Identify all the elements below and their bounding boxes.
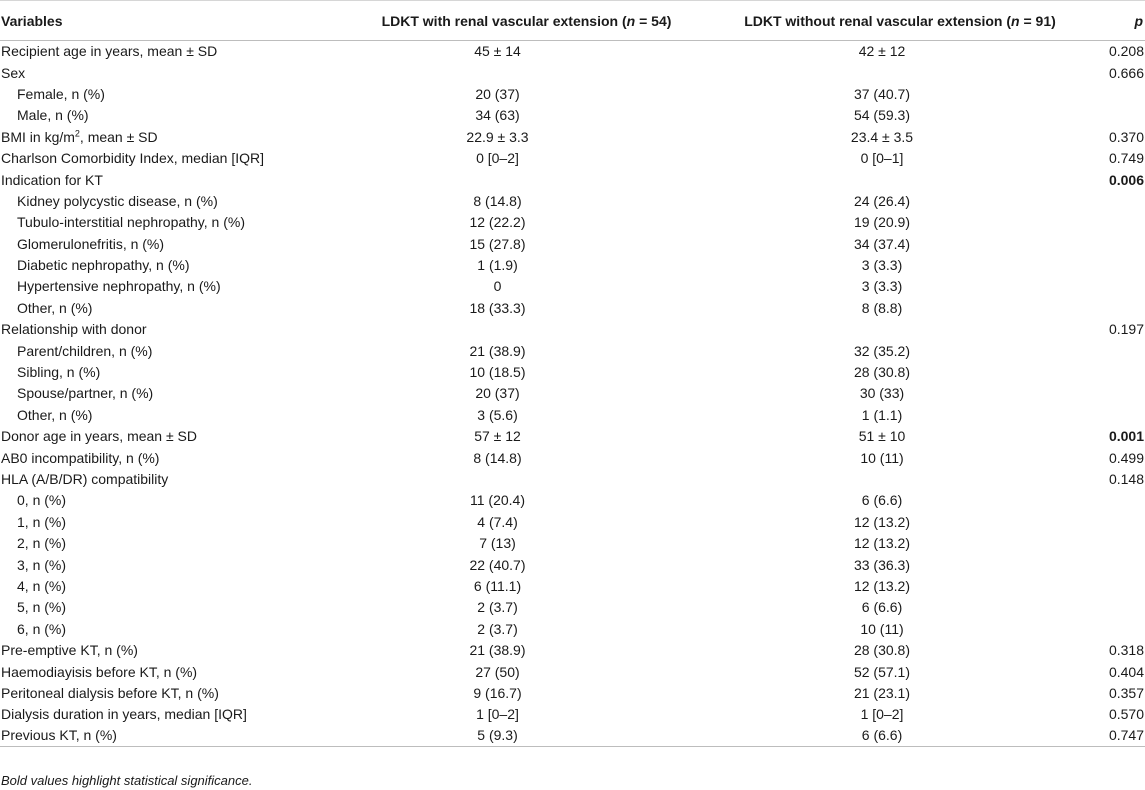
table-row <box>0 597 1145 618</box>
p-value: 0.370 <box>1108 128 1144 145</box>
value-without-extension <box>679 319 1085 340</box>
table-row <box>0 147 1145 168</box>
header-row <box>0 1 1145 41</box>
row-variable-label: Glomerulonefritis, n (%) <box>17 235 165 252</box>
header-with-extension <box>316 1 679 41</box>
value-without-extension: 42 ± 12 <box>858 43 906 60</box>
header-with-extension-suffix: = 54) <box>635 12 672 29</box>
p-value: 0.318 <box>1108 642 1144 659</box>
row-variable-label: 6, n (%) <box>17 620 67 637</box>
table-row <box>0 233 1145 254</box>
value-without-extension: 28 (30.8) <box>853 364 911 381</box>
value-with-extension: 0 [0–2] <box>476 150 519 167</box>
value-with-extension: 57 ± 12 <box>474 428 521 445</box>
value-without-extension: 1 (1.1) <box>861 406 903 423</box>
table-body <box>0 41 1145 747</box>
header-without-extension-n: n <box>1011 12 1020 29</box>
row-variable-label: Donor age in years, mean ± SD <box>1 428 197 445</box>
value-with-extension: 5 (9.3) <box>316 725 679 746</box>
value-with-extension: 21 (38.9) <box>469 642 526 659</box>
row-variable-label: Female, n (%) <box>17 85 105 102</box>
p-value <box>1085 404 1145 425</box>
table-row <box>0 532 1145 553</box>
table-row <box>0 682 1145 703</box>
table-row <box>0 126 1145 147</box>
value-with-extension: 18 (33.3) <box>469 299 526 316</box>
row-variable-label: Other, n (%) <box>17 406 93 423</box>
row-variable-label: HLA (A/B/DR) compatibility <box>1 471 169 487</box>
value-with-extension: 0 <box>493 278 502 295</box>
row-variable-label: Haemodiayisis before KT, n (%) <box>1 663 198 680</box>
row-variable-label: Spouse/partner, n (%) <box>17 385 154 402</box>
label-superscript: 2 <box>74 128 80 139</box>
table-row <box>0 276 1145 297</box>
value-with-extension: 9 (16.7) <box>473 684 522 701</box>
label-text: BMI in kg/m <box>1 128 75 145</box>
table-row <box>0 340 1145 361</box>
row-variable-label: Peritoneal dialysis before KT, n (%) <box>1 684 219 701</box>
value-without-extension: 6 (6.6) <box>679 725 1085 746</box>
row-variable-label: Pre-emptive KT, n (%) <box>1 642 138 659</box>
row-variable-label: 0, n (%) <box>17 492 67 509</box>
p-value <box>1085 532 1145 553</box>
value-with-extension: 45 ± 14 <box>474 43 521 60</box>
value-without-extension: 6 (6.6) <box>861 492 903 509</box>
table-row <box>0 62 1145 83</box>
p-value: 0.006 <box>1108 171 1144 188</box>
header-p-value: p <box>1085 1 1145 41</box>
value-without-extension <box>679 62 1085 83</box>
value-without-extension: 6 (6.6) <box>861 599 903 616</box>
table-row <box>0 639 1145 660</box>
value-with-extension: 12 (22.2) <box>469 214 526 231</box>
header-with-extension-n: n <box>626 12 636 29</box>
table-footnote: Bold values highlight statistical significance. <box>1 773 253 788</box>
value-without-extension: 32 (35.2) <box>853 342 911 359</box>
p-value: 0.749 <box>1108 150 1144 167</box>
p-value <box>1085 233 1145 254</box>
value-with-extension: 11 (20.4) <box>470 492 525 509</box>
value-without-extension: 54 (59.3) <box>853 107 911 124</box>
value-without-extension: 3 (3.3) <box>861 257 903 274</box>
row-variable-label: Tubulo-interstitial nephropathy, n (%) <box>17 214 245 231</box>
p-value: 0.570 <box>1108 706 1144 723</box>
value-without-extension: 10 (11) <box>860 449 904 466</box>
table-row <box>0 190 1145 211</box>
value-with-extension: 8 (14.8) <box>473 192 522 209</box>
p-value <box>1085 511 1145 532</box>
value-with-extension: 20 (37) <box>475 85 520 102</box>
value-without-extension <box>679 169 1085 190</box>
p-value <box>1085 190 1145 211</box>
table-row <box>0 41 1145 62</box>
row-variable-label: Sex <box>1 64 26 81</box>
row-variable-label: Kidney polycystic disease, n (%) <box>17 192 218 209</box>
row-variable-label: Indication for KT <box>1 171 103 188</box>
p-value <box>1085 212 1145 233</box>
row-variable-label: Male, n (%) <box>17 107 89 124</box>
table-row <box>0 725 1145 746</box>
row-variable-label: Parent/children, n (%) <box>17 342 153 359</box>
table-row <box>0 383 1145 404</box>
table-row <box>0 618 1145 639</box>
header-without-extension-suffix: = 91) <box>1019 12 1056 29</box>
header-without-extension <box>679 1 1085 41</box>
value-without-extension: 23.4 ± 3.5 <box>850 128 914 145</box>
value-with-extension <box>316 319 679 340</box>
value-with-extension: 2 (3.7) <box>477 599 518 616</box>
value-with-extension: 15 (27.8) <box>469 235 526 252</box>
p-value <box>1085 276 1145 297</box>
header-without-extension-prefix: LDKT without renal vascular extension ( <box>744 12 1012 29</box>
p-value: 0.148 <box>1108 471 1144 487</box>
row-variable-label: Sibling, n (%) <box>17 364 101 381</box>
value-without-extension: 8 (8.8) <box>861 299 903 316</box>
p-value: 0.666 <box>1108 64 1144 81</box>
row-variable-label: Recipient age in years, mean ± SD <box>1 43 218 60</box>
row-variable-label: Previous KT, n (%) <box>0 725 316 746</box>
table-row <box>0 361 1145 382</box>
p-value: 0.001 <box>1108 428 1144 445</box>
row-variable-label: 4, n (%) <box>17 577 67 594</box>
value-with-extension: 4 (7.4) <box>477 513 518 530</box>
p-value <box>1085 597 1145 618</box>
header-with-extension-prefix: LDKT with renal vascular extension ( <box>381 12 627 29</box>
p-value <box>1085 361 1145 382</box>
table-row <box>0 212 1145 233</box>
row-variable-label: 2, n (%) <box>17 535 67 552</box>
value-with-extension: 1 (1.9) <box>477 257 518 274</box>
table-row <box>0 490 1145 511</box>
row-variable-label: 1, n (%) <box>17 513 67 530</box>
value-without-extension: 21 (23.1) <box>853 684 911 701</box>
table-header <box>0 1 1145 41</box>
p-value: 0.404 <box>1108 663 1144 680</box>
value-with-extension: 10 (18.5) <box>469 364 526 381</box>
value-without-extension: 33 (36.3) <box>853 556 911 573</box>
row-variable-label: Hypertensive nephropathy, n (%) <box>17 278 221 295</box>
p-value: 0.197 <box>1108 321 1144 338</box>
p-value <box>1085 297 1145 318</box>
table-row <box>0 404 1145 425</box>
value-without-extension: 12 (13.2) <box>853 535 911 552</box>
value-with-extension: 22.9 ± 3.3 <box>466 128 529 145</box>
value-without-extension: 3 (3.3) <box>861 278 903 295</box>
value-without-extension: 12 (13.2) <box>853 577 911 594</box>
value-without-extension: 12 (13.2) <box>853 513 911 530</box>
value-with-extension: 34 (63) <box>475 107 520 124</box>
p-value <box>1085 490 1145 511</box>
row-variable-label: AB0 incompatibility, n (%) <box>1 449 160 466</box>
table-row <box>0 105 1145 126</box>
value-without-extension: 34 (37.4) <box>853 235 911 252</box>
row-variable-label: Relationship with donor <box>1 321 147 338</box>
value-without-extension: 28 (30.8) <box>853 642 911 659</box>
header-variables: Variables <box>0 1 316 41</box>
value-with-extension: 7 (13) <box>479 535 516 552</box>
p-value <box>1085 618 1145 639</box>
value-without-extension: 19 (20.9) <box>853 214 911 231</box>
value-with-extension: 2 (3.7) <box>477 620 518 637</box>
table-row <box>0 511 1145 532</box>
value-with-extension <box>316 169 679 190</box>
row-variable-label: Diabetic nephropathy, n (%) <box>17 257 190 274</box>
table-row <box>0 254 1145 275</box>
value-without-extension: 52 (57.1) <box>853 663 911 680</box>
row-variable-label: 3, n (%) <box>17 556 67 573</box>
value-without-extension: 10 (11) <box>860 620 904 637</box>
p-value <box>1085 554 1145 575</box>
value-with-extension: 6 (11.1) <box>473 577 522 594</box>
table-row <box>0 426 1145 447</box>
table-row <box>0 468 1145 489</box>
value-without-extension: 1 [0–2] <box>860 706 904 723</box>
p-value: 0.747 <box>1085 725 1145 746</box>
p-value: 0.499 <box>1108 449 1144 466</box>
value-with-extension: 8 (14.8) <box>473 449 522 466</box>
value-without-extension <box>679 468 1085 489</box>
p-value <box>1085 575 1145 596</box>
p-value <box>1085 383 1145 404</box>
value-with-extension: 21 (38.9) <box>469 342 526 359</box>
value-without-extension: 24 (26.4) <box>853 192 911 209</box>
row-variable-label <box>0 126 316 147</box>
value-with-extension: 3 (5.6) <box>477 406 518 423</box>
table-row <box>0 297 1145 318</box>
label-text-suffix: , mean ± SD <box>79 128 158 145</box>
p-value <box>1085 83 1145 104</box>
value-with-extension <box>316 62 679 83</box>
row-variable-label: 5, n (%) <box>17 599 67 616</box>
p-value: 0.357 <box>1108 684 1144 701</box>
table-row <box>0 83 1145 104</box>
row-variable-label: Charlson Comorbidity Index, median [IQR] <box>1 150 264 167</box>
value-without-extension: 51 ± 10 <box>858 428 906 445</box>
value-with-extension <box>316 468 679 489</box>
value-with-extension: 22 (40.7) <box>469 556 526 573</box>
table-row <box>0 554 1145 575</box>
table-row <box>0 447 1145 468</box>
p-value: 0.208 <box>1108 43 1144 60</box>
row-variable-label: Dialysis duration in years, median [IQR] <box>1 706 247 723</box>
value-without-extension: 30 (33) <box>859 385 905 402</box>
p-value <box>1085 340 1145 361</box>
p-value <box>1085 254 1145 275</box>
p-value <box>1085 105 1145 126</box>
value-with-extension: 20 (37) <box>475 385 520 402</box>
value-with-extension: 27 (50) <box>475 663 520 680</box>
value-without-extension: 0 [0–1] <box>860 150 904 167</box>
table-row <box>0 169 1145 190</box>
value-without-extension: 37 (40.7) <box>853 85 911 102</box>
table-row <box>0 575 1145 596</box>
table-row <box>0 704 1145 725</box>
table-row <box>0 319 1145 340</box>
value-with-extension: 1 [0–2] <box>476 706 519 723</box>
table-row <box>0 661 1145 682</box>
row-variable-label: Other, n (%) <box>17 299 93 316</box>
